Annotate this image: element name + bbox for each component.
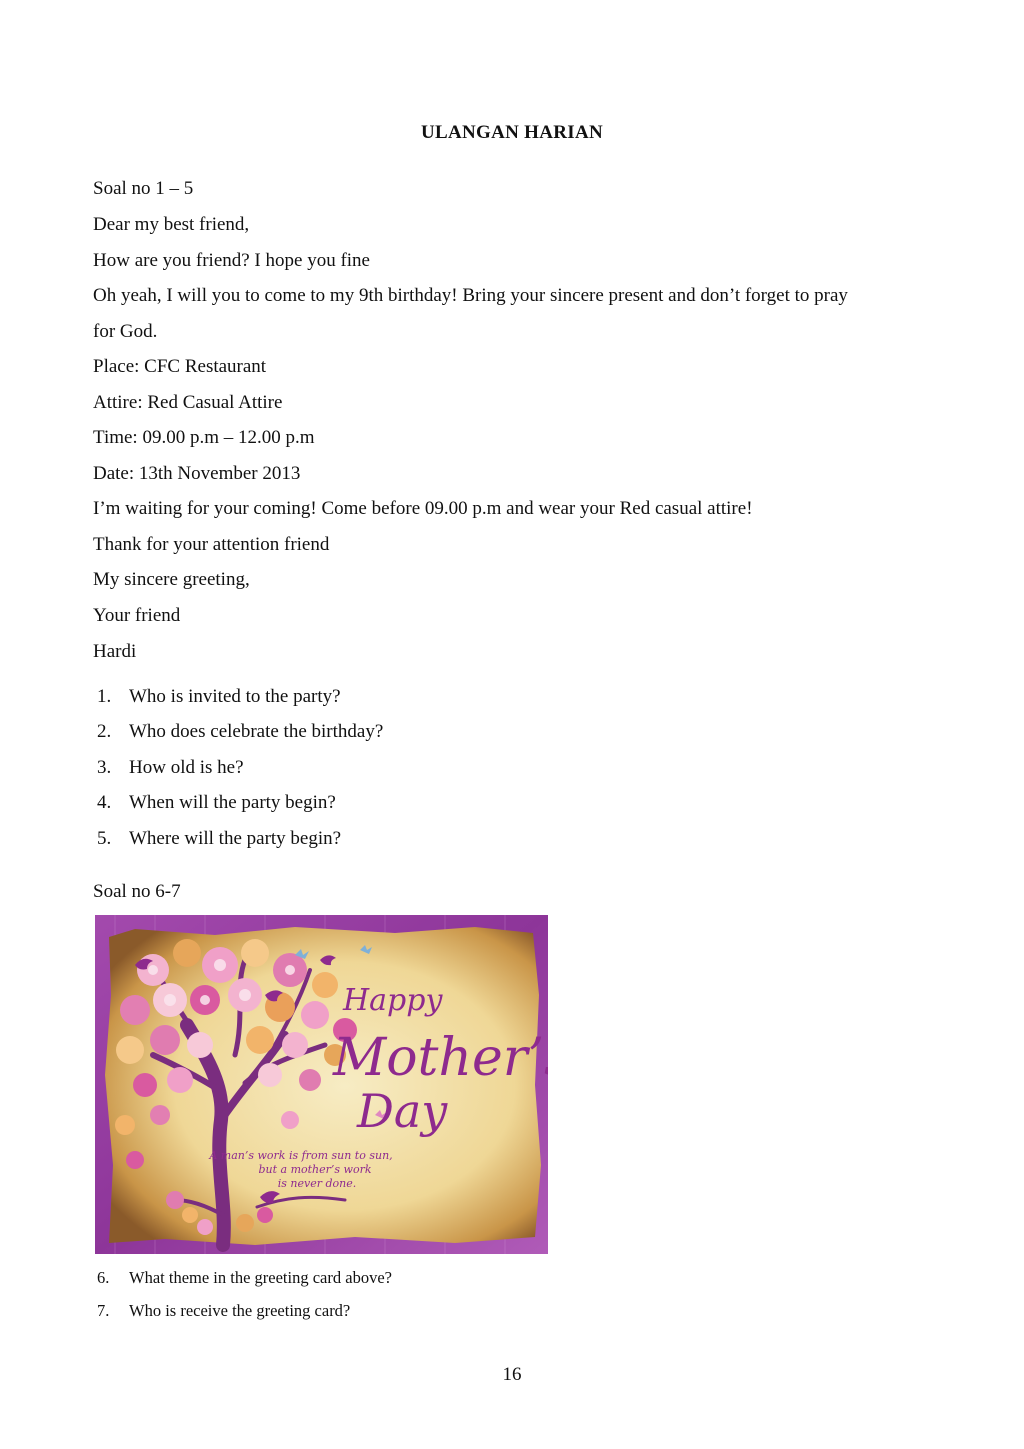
letter-line: Thank for your attention friend — [93, 534, 330, 555]
card-quote-line: is never done. — [277, 1177, 357, 1190]
question-text: Where will the party begin? — [129, 828, 342, 849]
letter-line: My sincere greeting, — [93, 569, 250, 590]
letter-line: for God. — [93, 321, 158, 342]
letter-line: Place: CFC Restaurant — [93, 356, 267, 377]
letter-line: Attire: Red Casual Attire — [93, 392, 283, 413]
page-number: 16 — [502, 1364, 522, 1385]
question-number: 1. — [97, 686, 112, 707]
page-title: ULANGAN HARIAN — [420, 122, 604, 143]
question-number: 6. — [97, 1268, 110, 1287]
letter-line: Time: 09.00 p.m – 12.00 p.m — [93, 427, 315, 448]
letter-line: How are you friend? I hope you fine — [93, 250, 370, 271]
section-heading-2: Soal no 6-7 — [93, 881, 181, 902]
question-number: 3. — [97, 757, 112, 778]
question-text: What theme in the greeting card above? — [129, 1268, 392, 1287]
card-happy-text: Happy — [343, 983, 443, 1018]
mothers-day-card-image — [95, 915, 548, 1254]
card-quote-line: but a mother’s work — [258, 1163, 372, 1176]
question-text: Who is invited to the party? — [129, 686, 341, 707]
question-text: When will the party begin? — [129, 792, 336, 813]
card-day-text: Day — [357, 1084, 448, 1138]
letter-line: Your friend — [93, 605, 181, 626]
question-number: 5. — [97, 828, 112, 849]
question-text: How old is he? — [129, 757, 244, 778]
letter-line: Hardi — [93, 641, 137, 662]
card-mothers-text: Mother’s — [333, 1028, 548, 1088]
section-heading-1: Soal no 1 – 5 — [93, 178, 194, 199]
letter-line: I’m waiting for your coming! Come before 09.00 p.m and wear your Red casual attire! — [93, 498, 753, 519]
letter-line: Oh yeah, I will you to come to my 9th birthday! Bring your sincere present and don’t forget to pray — [93, 285, 848, 306]
letter-line: Dear my best friend, — [93, 214, 250, 235]
question-text: Who does celebrate the birthday? — [129, 721, 384, 742]
question-number: 2. — [97, 721, 112, 742]
card-quote-line: A man’s work is from sun to sun, — [209, 1149, 393, 1162]
letter-line: Date: 13th November 2013 — [93, 463, 301, 484]
question-text: Who is receive the greeting card? — [129, 1301, 351, 1320]
question-number: 4. — [97, 792, 112, 813]
question-number: 7. — [97, 1301, 110, 1320]
